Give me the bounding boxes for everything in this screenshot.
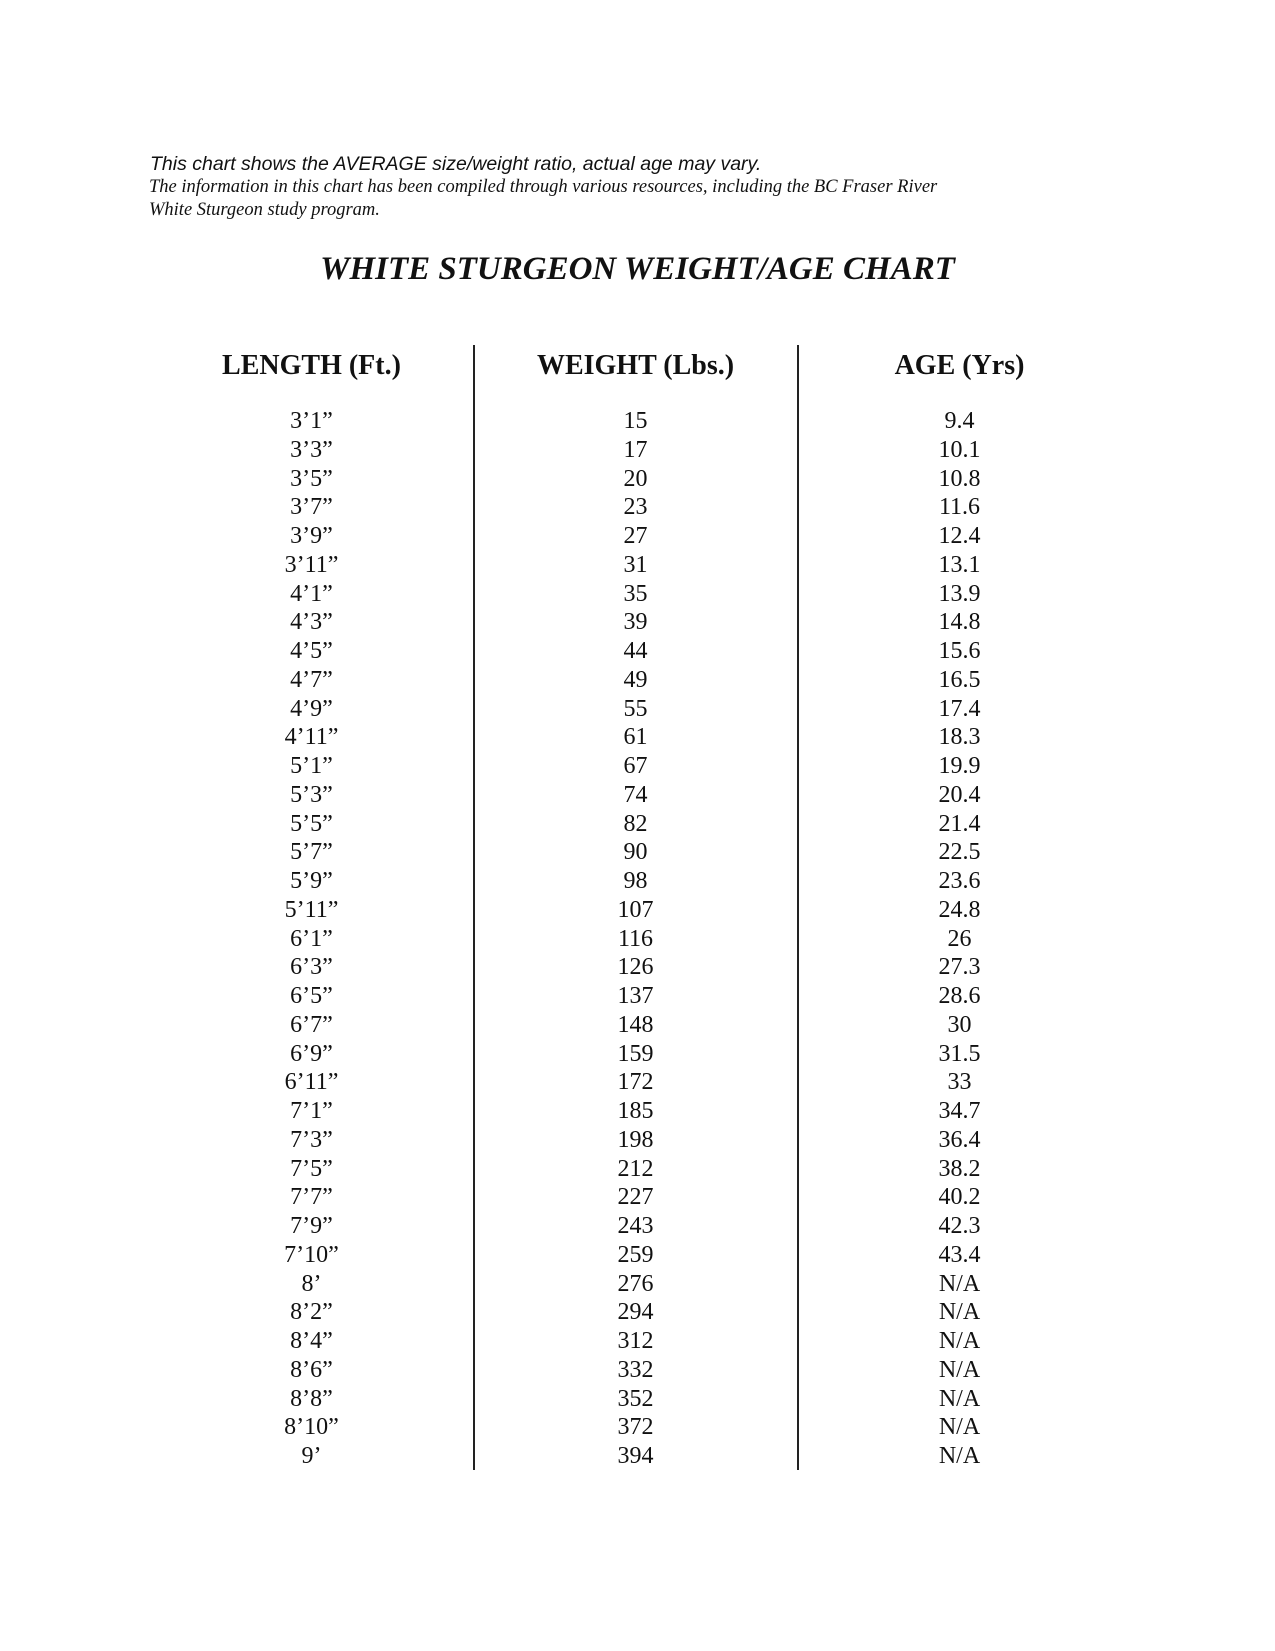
weight-cell: 137 [617,983,654,1009]
weight-cell: 243 [617,1213,654,1239]
age-cell: N/A [938,1299,981,1326]
length-cell: 5’9” [290,868,333,894]
weight-header: WEIGHT (Lbs.) [536,350,735,381]
length-cell: 3’9” [290,523,333,549]
weight-cell: 67 [623,753,648,779]
age-cell: 10.1 [938,436,981,463]
age-cell: 13.9 [938,580,981,607]
age-cell: 26 [947,925,972,952]
length-cell: 5’7” [290,839,333,866]
length-cell: 6’3” [290,954,333,981]
age-cell: N/A [938,1270,981,1297]
age-cell: 16.5 [938,666,981,693]
age-cell: 10.8 [938,465,981,492]
weight-column [474,345,797,1471]
age-cell: 31.5 [938,1040,981,1067]
chart-title: WHITE STURGEON WEIGHT/AGE CHART [320,251,955,287]
length-cell: 6’7” [290,1011,333,1038]
disclaimer-note: This chart shows the AVERAGE size/weight ratio, actual age may vary. [150,153,762,175]
weight-cell: 172 [617,1069,654,1096]
weight-cell: 116 [617,925,654,952]
length-cell: 6’9” [290,1040,333,1067]
weight-cell: 294 [617,1299,654,1326]
age-cell: 12.4 [938,523,981,549]
weight-values [474,407,797,1471]
age-cell: 34.7 [938,1098,981,1124]
length-cell: 7’10” [284,1241,339,1268]
length-cell: 8’4” [290,1328,333,1354]
length-cell: 5’5” [290,810,333,837]
age-cell: 42.3 [938,1213,981,1239]
length-cell: 8’8” [290,1385,333,1412]
weight-cell: 394 [617,1443,654,1469]
length-cell: 6’1” [290,925,333,952]
length-values [150,407,473,1471]
length-cell: 9’ [301,1443,322,1469]
age-cell: 30 [947,1011,972,1038]
weight-cell: 49 [623,666,648,693]
length-cell: 3’11” [284,551,339,578]
age-cell: N/A [938,1414,981,1441]
age-cell: 28.6 [938,983,981,1009]
length-cell: 5’11” [284,896,339,923]
length-cell: 6’11” [284,1069,339,1096]
age-values [798,407,1121,1471]
weight-cell: 259 [617,1241,654,1268]
age-column [798,345,1121,1471]
length-cell: 4’5” [290,638,333,664]
age-cell: 38.2 [938,1155,981,1182]
weight-cell: 15 [623,408,648,434]
age-cell: N/A [938,1328,981,1354]
length-cell: 3’1” [290,408,333,434]
length-cell: 7’5” [290,1155,333,1182]
weight-cell: 44 [623,638,648,664]
weight-cell: 372 [617,1414,654,1441]
length-cell: 8’2” [290,1299,333,1326]
length-cell: 8’6” [290,1356,333,1383]
weight-cell: 61 [623,724,648,751]
age-cell: 33 [947,1069,972,1096]
age-cell: 18.3 [938,724,981,751]
weight-cell: 312 [617,1328,654,1354]
length-cell: 4’1” [290,580,333,607]
age-cell: 17.4 [938,695,981,722]
length-cell: 5’1” [290,753,333,779]
weight-cell: 148 [617,1011,654,1038]
length-cell: 7’9” [290,1213,333,1239]
length-cell: 7’7” [290,1184,333,1211]
age-cell: 9.4 [944,408,975,434]
weight-cell: 227 [617,1184,654,1211]
age-cell: 43.4 [938,1241,981,1268]
length-cell: 8’ [301,1270,322,1297]
weight-cell: 159 [617,1040,654,1067]
age-cell: 11.6 [938,494,981,521]
weight-cell: 276 [617,1270,654,1297]
length-cell: 7’3” [290,1126,333,1153]
length-cell: 8’10” [284,1414,339,1441]
weight-cell: 17 [623,436,648,463]
length-cell: 7’1” [290,1098,333,1124]
length-cell: 4’11” [284,724,339,751]
weight-cell: 212 [617,1155,654,1182]
length-header: LENGTH (Ft.) [222,350,401,381]
weight-cell: 352 [617,1385,654,1412]
length-cell: 4’9” [290,695,333,722]
age-cell: N/A [938,1385,981,1412]
age-cell: 40.2 [938,1184,981,1211]
weight-cell: 55 [623,695,648,722]
age-cell: 15.6 [938,638,981,664]
age-header: AGE (Yrs) [894,350,1025,381]
age-cell: 21.4 [938,810,981,837]
age-cell: 23.6 [938,868,981,894]
weight-cell: 198 [617,1126,654,1153]
age-cell: N/A [938,1356,981,1383]
weight-cell: 39 [623,609,648,636]
weight-cell: 332 [617,1356,654,1383]
age-cell: 36.4 [938,1126,981,1153]
weight-cell: 126 [617,954,654,981]
length-cell: 3’7” [290,494,333,521]
weight-cell: 27 [623,523,648,549]
weight-cell: 107 [617,896,654,923]
age-cell: 27.3 [938,954,981,981]
weight-cell: 31 [623,551,648,578]
weight-cell: 23 [623,494,648,521]
age-cell: 24.8 [938,896,981,923]
weight-cell: 35 [623,580,648,607]
length-cell: 5’3” [290,781,333,808]
length-cell: 4’7” [290,666,333,693]
age-cell: 14.8 [938,609,981,636]
length-cell: 4’3” [290,609,333,636]
weight-cell: 185 [617,1098,654,1124]
age-cell: N/A [938,1443,981,1469]
age-cell: 20.4 [938,781,981,808]
weight-cell: 82 [623,810,648,837]
length-cell: 6’5” [290,983,333,1009]
weight-cell: 98 [623,868,648,894]
weight-cell: 20 [623,465,648,492]
age-cell: 22.5 [938,839,981,866]
age-cell: 13.1 [938,551,981,578]
age-cell: 19.9 [938,753,981,779]
length-cell: 3’3” [290,436,333,463]
length-cell: 3’5” [290,465,333,492]
weight-cell: 74 [623,781,648,808]
weight-cell: 90 [623,839,648,866]
source-note: The information in this chart has been compiled through various resources, including the BC Fraser River White Sturgeon study program. [149,177,938,220]
length-column [150,345,473,1471]
